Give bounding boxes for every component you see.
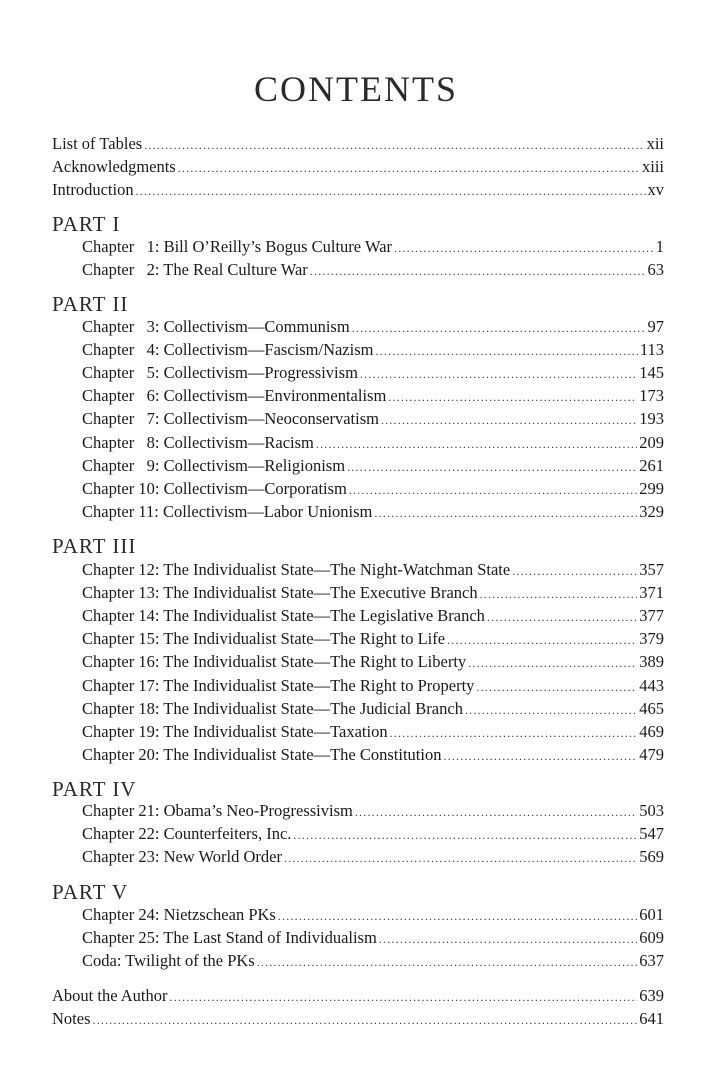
entry-label: Chapter 3: Collectivism—Communism <box>82 317 350 336</box>
toc-chapter-entry <box>82 316 664 338</box>
entry-page-number: 641 <box>639 1009 664 1029</box>
dot-leader <box>374 502 637 524</box>
dot-leader <box>394 237 654 259</box>
entry-label: Chapter 23: New World Order <box>82 847 282 867</box>
dot-leader <box>93 1009 638 1031</box>
toc-chapter-entry <box>82 744 664 766</box>
entry-page-number: xv <box>647 180 664 200</box>
dot-leader <box>293 824 637 846</box>
entry-page-number: 379 <box>639 629 664 649</box>
part-heading: PART III <box>52 534 137 558</box>
entry-label: Chapter 6: Collectivism—Environmentalism <box>82 386 387 406</box>
entry-label: Chapter 25: The Last Stand of Individualism <box>82 928 377 948</box>
toc-entry <box>52 985 664 1007</box>
toc-chapter-entry <box>82 823 664 845</box>
dot-leader <box>375 340 637 362</box>
entry-page-number: xii <box>646 134 664 153</box>
toc-entry <box>52 1008 664 1030</box>
entry-label: Coda: Twilight of the PKs <box>82 951 255 971</box>
toc-chapter-entry <box>82 651 664 673</box>
entry-label: Chapter 5: Collectivism—Progressivism <box>82 363 358 383</box>
entry-label: Chapter 8: Collectivism—Racism <box>82 432 314 452</box>
toc-chapter-entry <box>82 605 664 627</box>
dot-leader <box>468 652 637 674</box>
dot-leader <box>355 801 637 823</box>
toc-chapter-entry <box>82 927 664 949</box>
toc-chapter-entry <box>82 721 664 743</box>
entry-label: Chapter 24: Nietzschean PKs <box>82 905 276 924</box>
entry-label: Chapter 15: The Individualist State—The Right to Life <box>82 629 446 649</box>
dot-leader <box>379 928 637 950</box>
entry-page-number: 63 <box>647 260 664 280</box>
dot-leader <box>144 134 644 156</box>
toc-chapter-entry <box>82 259 664 281</box>
entry-label: Chapter 16: The Individualist State—The Right to Liberty <box>82 652 467 672</box>
entry-page-number: 1 <box>655 237 664 256</box>
entry-page-number: 443 <box>639 675 664 695</box>
dot-leader <box>480 583 638 605</box>
part-heading: PART V <box>52 880 129 904</box>
dot-leader <box>170 986 638 1008</box>
toc-chapter-entry <box>82 950 664 972</box>
dot-leader <box>388 386 637 408</box>
entry-page-number: xiii <box>641 157 664 177</box>
entry-label: Chapter 10: Collectivism—Corporatism <box>82 478 347 498</box>
entry-label: Chapter 4: Collectivism—Fascism/Nazism <box>82 340 374 360</box>
entry-label: Chapter 20: The Individualist State—The Constitution <box>82 744 442 764</box>
entry-label: Chapter 2: The Real Culture War <box>82 260 308 280</box>
toc-chapter-entry <box>82 236 664 258</box>
dot-leader <box>278 905 637 927</box>
entry-label: About the Author <box>52 986 168 1005</box>
entry-label: Chapter 12: The Individualist State—The Night-Watchman State <box>82 560 511 579</box>
entry-page-number: 609 <box>639 928 664 948</box>
toc-chapter-entry <box>82 582 664 604</box>
part-heading: PART I <box>52 212 121 236</box>
toc-entry <box>52 179 664 201</box>
dot-leader <box>178 157 640 179</box>
entry-page-number: 637 <box>639 951 664 971</box>
toc-chapter-entry <box>82 559 664 581</box>
entry-page-number: 569 <box>639 847 664 867</box>
entry-label: Chapter 13: The Individualist State—The Executive Branch <box>82 583 478 603</box>
entry-page-number: 209 <box>639 432 664 452</box>
entry-page-number: 465 <box>639 698 664 718</box>
toc-chapter-entry <box>82 675 664 697</box>
entry-label: Chapter 21: Obama’s Neo-Progressivism <box>82 801 353 820</box>
entry-page-number: 261 <box>639 455 664 475</box>
entry-label: Chapter 1: Bill O’Reilly’s Bogus Culture War <box>82 237 393 256</box>
entry-page-number: 173 <box>639 386 664 406</box>
entry-page-number: 357 <box>639 560 664 579</box>
dot-leader <box>465 699 637 721</box>
entry-label: Chapter 17: The Individualist State—The Right to Property <box>82 675 475 695</box>
entry-label: Notes <box>52 1009 91 1029</box>
entry-page-number: 547 <box>639 824 664 844</box>
toc-chapter-entry <box>82 385 664 407</box>
entry-page-number: 377 <box>639 606 664 626</box>
dot-leader <box>360 363 637 385</box>
dot-leader <box>284 847 637 869</box>
toc-chapter-entry <box>82 339 664 361</box>
toc-chapter-entry <box>82 408 664 430</box>
entry-page-number: 389 <box>639 652 664 672</box>
dot-leader <box>512 560 637 582</box>
dot-leader <box>390 722 638 744</box>
toc-chapter-entry <box>82 904 664 926</box>
dot-leader <box>257 951 638 973</box>
entry-label: List of Tables <box>52 134 143 153</box>
toc-chapter-entry <box>82 846 664 868</box>
entry-page-number: 299 <box>639 478 664 498</box>
entry-page-number: 145 <box>639 363 664 383</box>
entry-label: Acknowledgments <box>52 157 176 177</box>
toc-chapter-entry <box>82 362 664 384</box>
dot-leader <box>349 479 637 501</box>
toc-chapter-entry <box>82 800 664 822</box>
dot-leader <box>316 433 637 455</box>
toc-chapter-entry <box>82 478 664 500</box>
toc-chapter-entry <box>82 432 664 454</box>
part-heading: PART II <box>52 292 129 316</box>
entry-page-number: 503 <box>639 801 664 820</box>
entry-page-number: 97 <box>647 317 664 336</box>
toc-chapter-entry <box>82 698 664 720</box>
dot-leader <box>447 629 637 651</box>
entry-page-number: 371 <box>639 583 664 603</box>
entry-label: Chapter 14: The Individualist State—The Legislative Branch <box>82 606 485 626</box>
toc-chapter-entry <box>82 628 664 650</box>
entry-page-number: 479 <box>639 744 664 764</box>
entry-label: Chapter 18: The Individualist State—The Judicial Branch <box>82 698 463 718</box>
dot-leader <box>347 456 637 478</box>
dot-leader <box>443 745 637 767</box>
entry-page-number: 329 <box>639 501 664 521</box>
entry-label: Introduction <box>52 180 134 200</box>
dot-leader <box>352 317 646 339</box>
entry-page-number: 193 <box>639 409 664 429</box>
toc-entry <box>52 133 664 155</box>
dot-leader <box>136 180 646 202</box>
entry-label: Chapter 11: Collectivism—Labor Unionism <box>82 501 373 521</box>
entry-page-number: 469 <box>639 721 664 741</box>
entry-page-number: 113 <box>639 340 664 360</box>
entry-label: Chapter 9: Collectivism—Religionism <box>82 455 346 475</box>
entry-label: Chapter 7: Collectivism—Neoconservatism <box>82 409 379 429</box>
entry-label: Chapter 22: Counterfeiters, Inc. <box>82 824 292 844</box>
dot-leader <box>381 409 637 431</box>
entry-page-number: 601 <box>639 905 664 924</box>
part-heading: PART IV <box>52 777 137 801</box>
dot-leader <box>487 606 637 628</box>
entry-label: Chapter 19: The Individualist State—Taxation <box>82 721 388 741</box>
page-title: CONTENTS <box>254 69 458 109</box>
toc-chapter-entry <box>82 455 664 477</box>
dot-leader <box>476 676 637 698</box>
entry-page-number: 639 <box>639 986 664 1005</box>
toc-entry <box>52 156 664 178</box>
dot-leader <box>310 260 646 282</box>
toc-chapter-entry <box>82 501 664 523</box>
